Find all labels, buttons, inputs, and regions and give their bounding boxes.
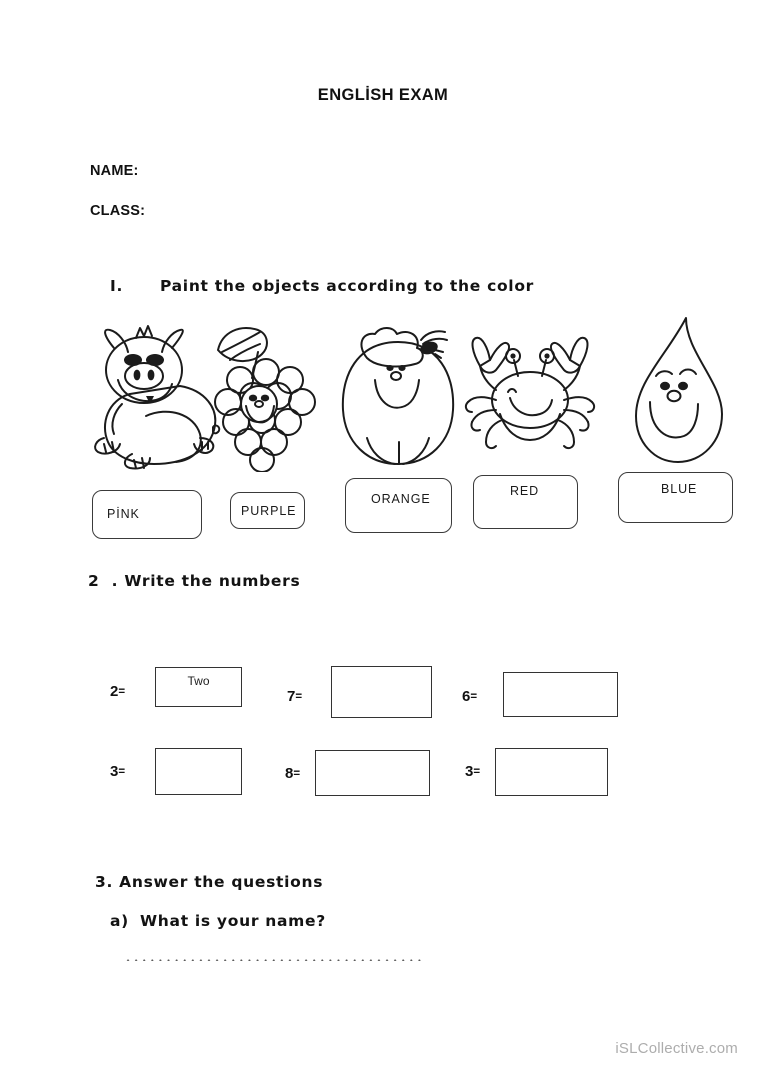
picture-grapes — [212, 322, 320, 472]
section-3-instruction: 3. Answer the questions — [95, 873, 324, 891]
page-title: ENGLİSH EXAM — [317, 86, 449, 104]
number-prompt-6-digit: 3 — [465, 763, 474, 780]
question-a-text: What is your name? — [140, 912, 326, 930]
color-box-orange-label: ORANGE — [371, 492, 431, 506]
number-answer-box-5[interactable] — [315, 750, 430, 796]
number-answer-box-1[interactable] — [155, 667, 242, 707]
number-answer-box-2[interactable] — [331, 666, 432, 718]
orange-icon — [337, 318, 459, 470]
number-prompt-5-equals: = — [293, 768, 301, 780]
number-prompt-3-digit: 6 — [462, 688, 471, 705]
number-prompt-6 — [465, 763, 480, 780]
number-prompt-1 — [110, 683, 125, 700]
number-prompt-4-equals: = — [118, 766, 126, 778]
color-box-blue[interactable] — [618, 472, 733, 523]
color-box-blue-label: BLUE — [661, 482, 698, 496]
section-1-instruction: Paint the objects according to the color — [160, 277, 535, 295]
color-box-pink-label: PİNK — [107, 507, 140, 521]
section-1-number: I. — [110, 277, 124, 295]
color-box-orange[interactable] — [345, 478, 452, 533]
class-field-label: CLASS: — [90, 203, 146, 219]
number-prompt-2 — [287, 688, 302, 705]
color-box-red[interactable] — [473, 475, 578, 529]
color-box-red-label: RED — [510, 484, 540, 498]
color-box-pink[interactable] — [92, 490, 202, 539]
picture-water-drop — [630, 312, 730, 470]
name-field-label: NAME: — [90, 163, 139, 179]
answer-line-a[interactable] — [124, 958, 421, 961]
picture-orange — [337, 318, 459, 470]
number-answer-value-1: Two — [187, 674, 210, 688]
watermark: iSLCollective.com — [615, 1040, 738, 1057]
number-prompt-4-digit: 3 — [110, 763, 119, 780]
number-prompt-2-equals: = — [295, 691, 303, 703]
number-prompt-2-digit: 7 — [287, 688, 296, 705]
question-a-marker: a) — [110, 912, 129, 930]
water-drop-icon — [630, 312, 730, 470]
color-box-purple[interactable] — [230, 492, 305, 529]
crab-icon — [462, 330, 598, 462]
number-prompt-3 — [462, 688, 477, 705]
number-answer-box-3[interactable] — [503, 672, 618, 717]
number-prompt-1-equals: = — [118, 686, 126, 698]
number-prompt-5 — [285, 765, 300, 782]
number-prompt-3-equals: = — [470, 691, 478, 703]
color-box-purple-label: PURPLE — [241, 504, 297, 518]
section-2-instruction: 2 . Write the numbers — [88, 572, 301, 590]
number-prompt-1-digit: 2 — [110, 683, 119, 700]
number-prompt-5-digit: 8 — [285, 765, 294, 782]
picture-crab — [462, 330, 598, 462]
number-answer-box-6[interactable] — [495, 748, 608, 796]
picture-pig — [88, 322, 222, 470]
number-prompt-4 — [110, 763, 125, 780]
pig-icon — [88, 322, 222, 470]
number-prompt-6-equals: = — [473, 766, 481, 778]
grapes-icon — [212, 322, 320, 472]
number-answer-box-4[interactable] — [155, 748, 242, 795]
